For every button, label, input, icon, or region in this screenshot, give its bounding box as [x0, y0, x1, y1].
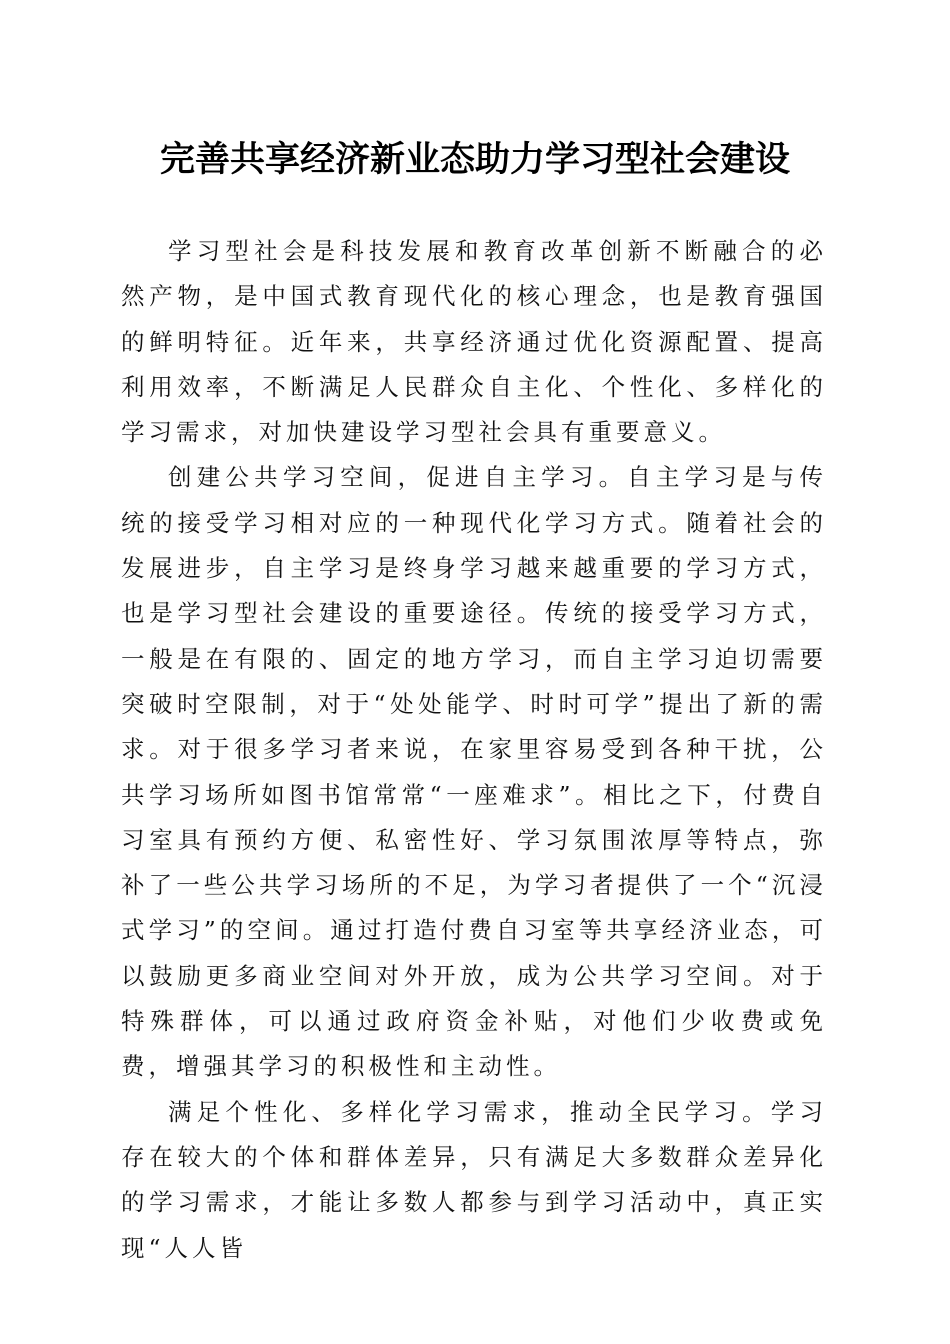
- document-title: 完善共享经济新业态助力学习型社会建设: [159, 139, 790, 180]
- paragraph-personalized-learning: 满足个性化、多样化学习需求，推动全民学习。学习存在较大的个体和群体差异，只有满足大多数群众差异化的学习需求，才能让多数人都参与到学习活动中，真正实现“人人皆: [121, 1097, 827, 1262]
- document-body: [121, 229, 827, 1271]
- paragraph-public-learning-space: 创建公共学习空间，促进自主学习。自主学习是与传统的接受学习相对应的一种现代化学习方式。随着社会的发展进步，自主学习是终身学习越来越重要的学习方式，也是学习型社会建设的重要途径。传统的接受学习方式，一般是在有限的、固定的地方学习，而自主学习迫切需要突破时空限制，对于“处处能学、时时可学”提出了新的需求。对于很多学习者来说，在家里容易受到各种干扰，公共学习场所如图书馆常常“一座难求”。相比之下，付费自习室具有预约方便、私密性好、学习氛围浓厚等特点，弥补了一些公共学习场所的不足，为学习者提供了一个“沉浸式学习”的空间。通过打造付费自习室等共享经济业态，可以鼓励更多商业空间对外开放，成为公共学习空间。对于特殊群体，可以通过政府资金补贴，对他们少收费或免费，增强其学习的积极性和主动性。: [121, 463, 827, 1081]
- paragraph-intro: 学习型社会是科技发展和教育改革创新不断融合的必然产物，是中国式教育现代化的核心理念，也是教育强国的鲜明特征。近年来，共享经济通过优化资源配置、提高利用效率，不断满足人民群众自主化、个性化、多样化的学习需求，对加快建设学习型社会具有重要意义。: [121, 237, 827, 447]
